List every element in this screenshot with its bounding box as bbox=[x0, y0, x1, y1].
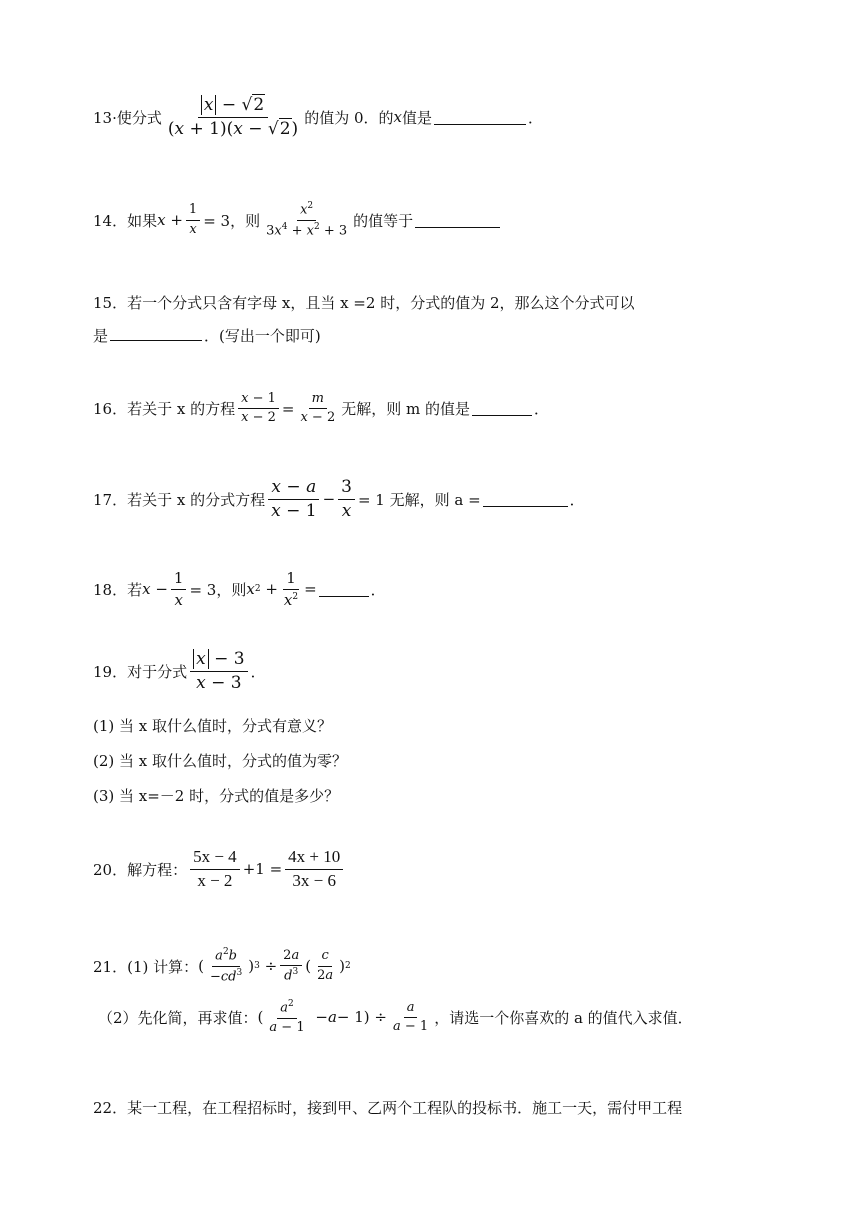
q16-end: ． bbox=[534, 400, 550, 419]
q21-frac-c: $\frac{c}{2a}$ bbox=[317, 948, 334, 983]
q18-tail: = bbox=[304, 580, 317, 598]
q21-p2-lead: （2）先化简，再求值： bbox=[98, 1008, 258, 1027]
q19-fraction: $\frac{x - 3}{x - 3}$ bbox=[190, 650, 247, 692]
question-21-part2: （2）先化简，再求值： ( $\frac{a^2}{a - 1}$ − a − 1) ÷ $\frac{a}{a - 1}$ ，请选一个你喜欢的 a 的值代入求值． bbox=[98, 999, 693, 1035]
q18-end: ． bbox=[370, 580, 386, 599]
question-21-part1: 21．(1) 计算： ( $\frac{a^2b}{-cd^3}$ ) 3 ÷ $\frac{2a}{d^3}$ ( $\frac{c}{2a}$ ) 2 bbox=[93, 947, 351, 984]
q16-lead: 16．若关于 x 的方程 bbox=[93, 400, 236, 419]
q21-p2-frac-1: $\frac{a^2}{a - 1}$ bbox=[269, 999, 305, 1035]
q16-tail: 无解，则 m 的值是 bbox=[341, 400, 470, 419]
q19-item-1: (1) 当 x 取什么值时，分式有意义？ bbox=[93, 717, 333, 735]
question-13 bbox=[93, 96, 543, 138]
question-15-line2: 是 ．(写出一个即可) bbox=[93, 327, 321, 345]
q17-end: ． bbox=[569, 490, 585, 509]
q19-item-3: (3) 当 x=－2 时，分式的值是多少？ bbox=[93, 787, 340, 805]
q14-frac-1-over-x: $\frac{1}{x}$ bbox=[186, 203, 200, 237]
question-20 bbox=[93, 848, 346, 890]
q14-eq: = 3，则 bbox=[203, 211, 261, 230]
q13-lead: 13·使分式 bbox=[93, 108, 162, 127]
q20-lead: 20．解方程： bbox=[93, 860, 188, 879]
q17-fraction-1: $\frac{x - a}{x - 1}$ bbox=[268, 478, 319, 520]
q18-lead: 18．若 bbox=[93, 580, 143, 599]
q14-answer-blank[interactable] bbox=[415, 213, 500, 228]
q17-eq: = 1 无解，则 a = bbox=[357, 490, 481, 509]
q14-lead: 14．如果 bbox=[93, 211, 158, 230]
q19-lead: 19．对于分式 bbox=[93, 662, 188, 681]
q13-tail: 值是 bbox=[401, 108, 432, 127]
q13-var: x bbox=[393, 108, 402, 127]
question-14: 14．如果 x + $\frac{1}{x}$ = 3，则 $\frac{x^2}{3x^4 + x^2 + 3}$ 的值等于 bbox=[93, 202, 502, 238]
q15-answer-blank[interactable] bbox=[110, 326, 202, 341]
q18-frac-1-over-x: $\frac{1}{x}$ bbox=[171, 570, 187, 608]
q21-frac-a: $\frac{a^2b}{-cd^3}$ bbox=[209, 947, 243, 984]
q21-frac-b: $\frac{2a}{d^3}$ bbox=[280, 949, 302, 984]
q20-lhs-fraction: $\frac{5x - 4}{x - 2}$ bbox=[190, 848, 240, 890]
q21-lead: 21．(1) 计算： bbox=[93, 957, 199, 976]
q19-item-2: (2) 当 x 取什么值时，分式的值为零？ bbox=[93, 752, 348, 770]
q21-p2-frac-2: $\frac{a}{a - 1}$ bbox=[392, 999, 429, 1034]
question-19 bbox=[93, 650, 266, 692]
q14-fraction: $\frac{x^2}{3x^4 + x^2 + 3}$ bbox=[266, 201, 348, 238]
question-16: 16．若关于 x 的方程 $\frac{x - 1}{x - 2}$ = $\frac{m}{x - 2}$ 无解，则 m 的值是 ． bbox=[93, 391, 550, 426]
q16-lhs-fraction: $\frac{x - 1}{x - 2}$ bbox=[238, 392, 279, 426]
question-18: 18．若 x − $\frac{1}{x}$ = 3，则 x 2 + $\frac{1}{x^2}$ = ． bbox=[93, 569, 386, 609]
q17-fraction-2: $\frac{3}{x}$ bbox=[338, 478, 355, 520]
q20-plus: +1 = bbox=[242, 860, 283, 879]
q21-p2-tail: ，请选一个你喜欢的 a 的值代入求值． bbox=[434, 1008, 693, 1027]
q18-answer-blank[interactable] bbox=[319, 582, 369, 597]
q16-rhs-fraction: $\frac{m}{x - 2}$ bbox=[300, 391, 336, 426]
q20-rhs-fraction: $\frac{4x + 10}{3x - 6}$ bbox=[285, 848, 343, 890]
question-17: 17．若关于 x 的分式方程 $\frac{x - a}{x - 1}$ − $\frac{3}{x}$ = 1 无解，则 a = ． bbox=[93, 477, 585, 521]
q19-end: ． bbox=[250, 662, 266, 681]
question-15-line1: 15．若一个分式只含有字母 x，且当 x =2 时，分式的值为 2，那么这个分式可以 bbox=[93, 294, 635, 312]
question-22: 22．某一工程，在工程招标时，接到甲、乙两个工程队的投标书．施工一天，需付甲工程 bbox=[93, 1099, 683, 1117]
q14-tail: 的值等于 bbox=[353, 211, 414, 230]
q18-frac-1-over-x2: $\frac{1}{x^2}$ bbox=[283, 569, 299, 609]
q13-answer-blank[interactable] bbox=[434, 110, 526, 125]
q17-lead: 17．若关于 x 的分式方程 bbox=[93, 490, 266, 509]
q16-answer-blank[interactable] bbox=[472, 401, 532, 416]
q17-answer-blank[interactable] bbox=[483, 492, 568, 507]
q18-eq: = 3，则 bbox=[189, 580, 247, 599]
q13-mid: 的值为 0．的 bbox=[304, 108, 394, 127]
q13-fraction: $\frac{x - √2}{(x + 1)(x - √2)}$ bbox=[167, 95, 299, 139]
q13-end: ． bbox=[527, 108, 543, 127]
